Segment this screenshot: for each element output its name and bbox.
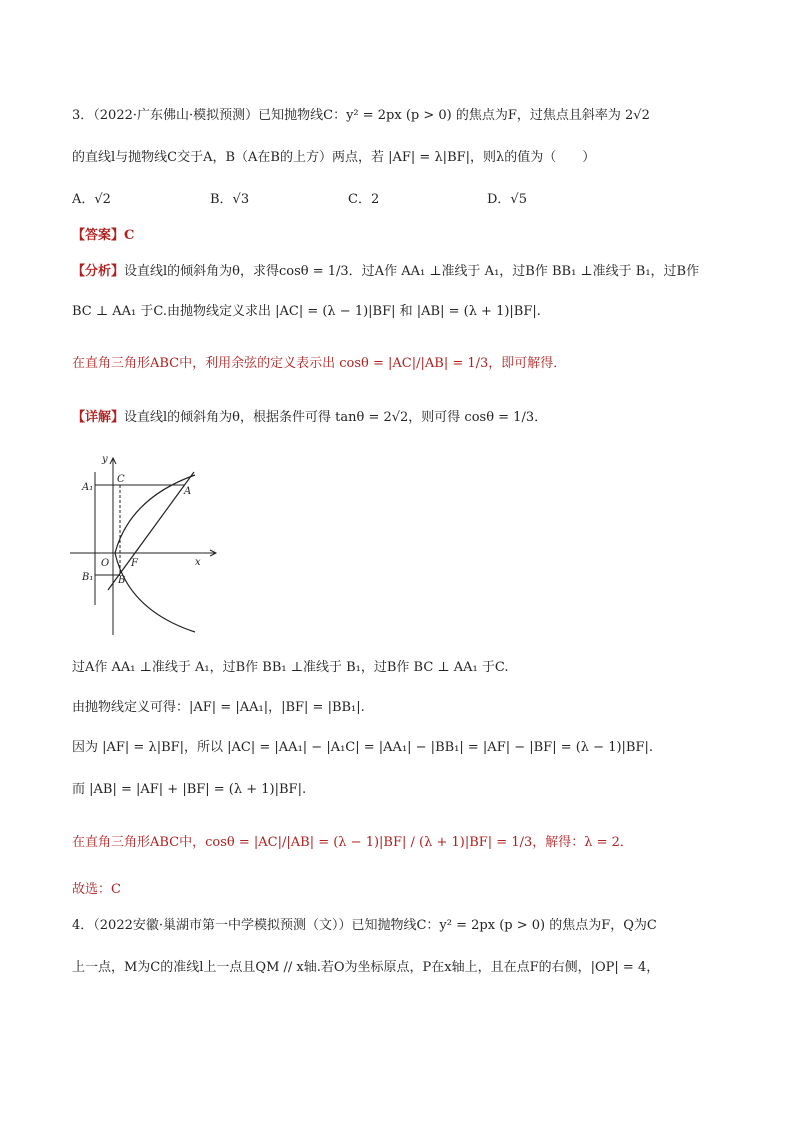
- detail-tag: 【详解】: [72, 410, 125, 425]
- analysis-line2: BC ⊥ AA₁ 于C.由抛物线定义求出 |AC| = (λ − 1)|BF| 和 |AB| = (λ + 1)|BF|.: [72, 304, 541, 319]
- answer-tag: 【答案】: [72, 228, 125, 243]
- label-b1: B₁: [82, 572, 94, 583]
- label-x: x: [195, 557, 201, 568]
- detail-text1: 设直线l的倾斜角为θ，根据条件可得 tanθ = 2√2，则可得 cosθ = 1/3．: [124, 410, 548, 425]
- sol-line1: 过A作 AA₁ ⊥准线于 A₁，过B作 BB₁ ⊥准线于 B₁，过B作 BC ⊥ AA₁ 于C.: [72, 660, 509, 675]
- analysis-text1: 设直线l的倾斜角为θ，求得cosθ = 1/3．过A作 AA₁ ⊥准线于 A₁，过B作 BB₁ ⊥准线于 B₁，过B作: [124, 264, 700, 279]
- label-b: B: [118, 575, 126, 586]
- label-c: C: [117, 474, 125, 485]
- option-d: D．√5: [487, 192, 527, 207]
- sol-line4: 而 |AB| = |AF| + |BF| = (λ + 1)|BF|.: [72, 782, 307, 797]
- q4-stem-line2: 上一点，M为C的准线l上一点且QM // x轴.若O为坐标原点，P在x轴上，且在点F的右侧，|OP| = 4，: [72, 960, 660, 975]
- q3-stem-line2: 的直线l与抛物线C交于A，B（A在B的上方）两点，若 |AF| = λ|BF|，则λ的值为（ ）: [72, 150, 596, 165]
- option-a: A．√2: [72, 192, 111, 207]
- label-y: y: [102, 454, 108, 465]
- sol-line5: 在直角三角形ABC中，cosθ = |AC|/|AB| = (λ − 1)|BF| / (λ + 1)|BF| = 1/3，解得：λ = 2．: [72, 835, 633, 850]
- option-c: C．2: [348, 192, 380, 207]
- line-l: [108, 472, 194, 590]
- label-a1: A₁: [82, 482, 94, 493]
- parabola-figure: [68, 450, 228, 640]
- analysis-tag: 【分析】: [72, 264, 125, 279]
- analysis-line3: 在直角三角形ABC中，利用余弦的定义表示出 cosθ = |AC|/|AB| = 1/3，即可解得．: [72, 356, 567, 371]
- option-b: B．√3: [210, 192, 250, 207]
- label-f: F: [131, 558, 138, 569]
- q3-stem-line1: 3．（2022·广东佛山·模拟预测）已知抛物线C：y² = 2px (p > 0) 的焦点为F，过焦点且斜率为 2√2: [72, 108, 650, 123]
- label-o: O: [101, 558, 110, 569]
- analysis-line1: [72, 262, 699, 282]
- label-a: A: [184, 486, 192, 497]
- answer-value: C: [124, 228, 135, 243]
- answer-row: [72, 226, 134, 246]
- sol-line2: 由抛物线定义可得：|AF| = |AA₁|，|BF| = |BB₁|.: [72, 700, 365, 715]
- sol-line3: 因为 |AF| = λ|BF|，所以 |AC| = |AA₁| − |A₁C| = |AA₁| − |BB₁| = |AF| − |BF| = (λ − 1)|BF|.: [72, 740, 654, 755]
- detail-line1: [72, 408, 547, 428]
- conclusion: 故选：C: [72, 882, 121, 897]
- q4-stem-line1: 4．（2022安徽·巢湖市第一中学模拟预测（文））已知抛物线C：y² = 2px (p > 0) 的焦点为F，Q为C: [72, 918, 657, 933]
